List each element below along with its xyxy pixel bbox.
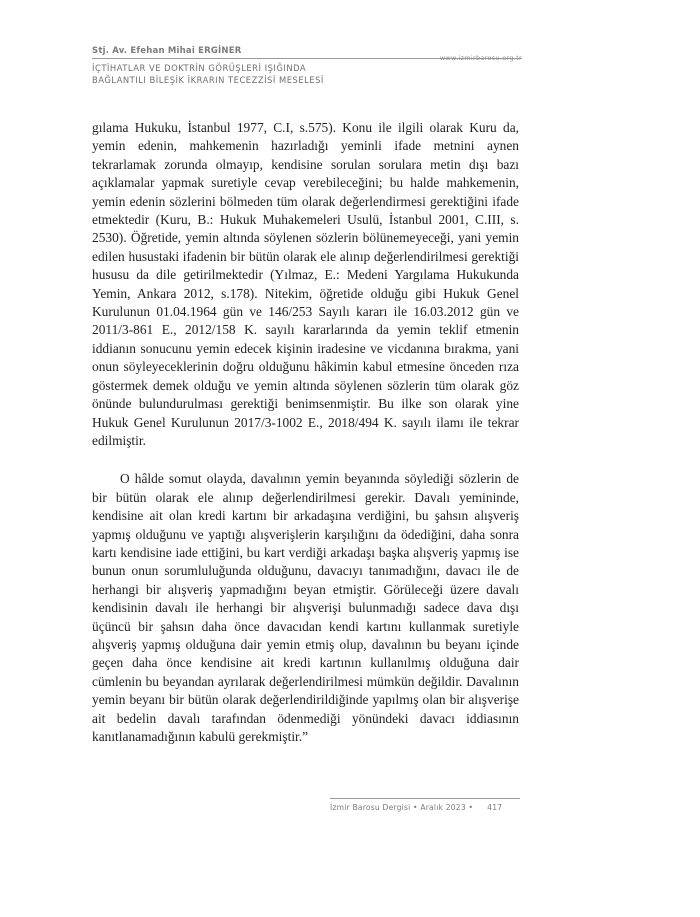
author-name: Stj. Av. Efehan Mihai bbox=[92, 46, 199, 56]
journal-info: İzmir Barosu Dergisi • Aralık 2023 • bbox=[330, 803, 474, 812]
page-footer bbox=[330, 798, 520, 818]
body-paragraph-2: O hâlde somut olayda, davalının yemin beyanında söylediği sözlerin de bir bütün olarak ele alınıp değerlendirilmesi gerekir. Davalı yemininde, kendisine ait olan kredi kartını bir arkadaşına verdiğini, bu şahsın alışveriş yapmış olduğunu ve yaptığı alışverişlerin karşılığını da ödediğini, daha sonra kartı kendisine iade ettiğini, bu kart verdiği arkadaşı başka alışveriş yapmış ise bunun onun sorumluluğunda olduğunu, davacıyı tanımadığını, davacı ile de herhangi bir alışveriş yapmadığını beyan etmiştir. Görüleceği üzere davalı kendisinin davalı ile herhangi bir alışverişi bulunmadığı sadece dava dışı üçüncü bir şahsın daha önce davacıdan kendi kartını kullanmak suretiyle alışveriş yapmış olduğuna dair yemin etmiş olup, davalının bu beyanı içinde geçen daha önce kendisine ait kredi kartının kullanılmış olduğuna dair cümlenin bu beyandan ayrılarak değerlendirilmesi mümkün değildir. Davalının yemin beyanı bir bütün olarak değerlendirildiğinde yapılmış olan bir alışverişe ait bedelin davalı tarafından ödenmediği yönündeki davacı iddiasının kanıtlanamadığının kabulü gerekmiştir.” bbox=[92, 471, 519, 744]
article-title-line-2: BAĞLANTILI BİLEŞİK İKRARIN TECEZZİSİ MESELESİ bbox=[92, 75, 324, 85]
page-header bbox=[92, 46, 522, 96]
author-surname: ERGİNER bbox=[198, 46, 242, 56]
body-paragraph-1: gılama Hukuku, İstanbul 1977, C.I, s.575). Konu ile ilgili olarak Kuru da, yemin edenin, mahkemenin hazırladığı yeminli ifade metnini aynen tekrarlamak zorunda olmayıp, kendisine sorulan sorulara metin dışı bazı açıklamalar yapmak suretiyle cevap verebileceğini; bu halde mahkemenin, yemin edenin sözlerini bölmeden tüm olarak değerlendirmesi gerektiğini ifade etmektedir (Kuru, B.: Hukuk Muhakemeleri Usulü, İstanbul 2001, C.III, s. 2530). Öğretide, yemin altında söylenen sözlerin bölünemeyeceği, yani yemin edilen husustaki ifadenin bir bütün olarak ele alınıp değerlendirilmesi gerektiği hususu da dile getirilmektedir (Yılmaz, E.: Medeni Yargılama Hukukunda Yemin, Ankara 2012, s.178). Nitekim, öğretide olduğu gibi Hukuk Genel Kurulunun 01.04.1964 gün ve 146/253 Sayılı kararı ile 16.03.2012 gün ve 2011/3-861 E., 2012/158 K. sayılı kararlarında da yemin teklif etmenin iddianın sonucunu yemin edecek kişinin iradesine ve vicdanına bırakma, yani onun söyleyeceklerinin doğru olduğunu hâkimin kabul etmesine önceden rıza göstermek demek olduğu ve yemin altında söylenen sözlerin tüm olarak göz önünde bulundurulması gerektiği benimsenmiştir. Bu ilke son olarak yine Hukuk Genel Kurulunun 2017/3-1002 E., 2018/494 K. sayılı ilamı ile tekrar edilmiştir. bbox=[92, 120, 519, 448]
footer-text bbox=[330, 803, 502, 812]
article-title-line-1: İÇTİHATLAR VE DOKTRİN GÖRÜŞLERİ IŞIĞINDA bbox=[92, 63, 307, 73]
author-line bbox=[92, 46, 241, 56]
article-body bbox=[92, 119, 519, 746]
website-url: www.izmirbarosu.org.tr bbox=[439, 54, 522, 62]
page-number: 417 bbox=[487, 803, 503, 812]
footer-rule bbox=[330, 798, 520, 799]
